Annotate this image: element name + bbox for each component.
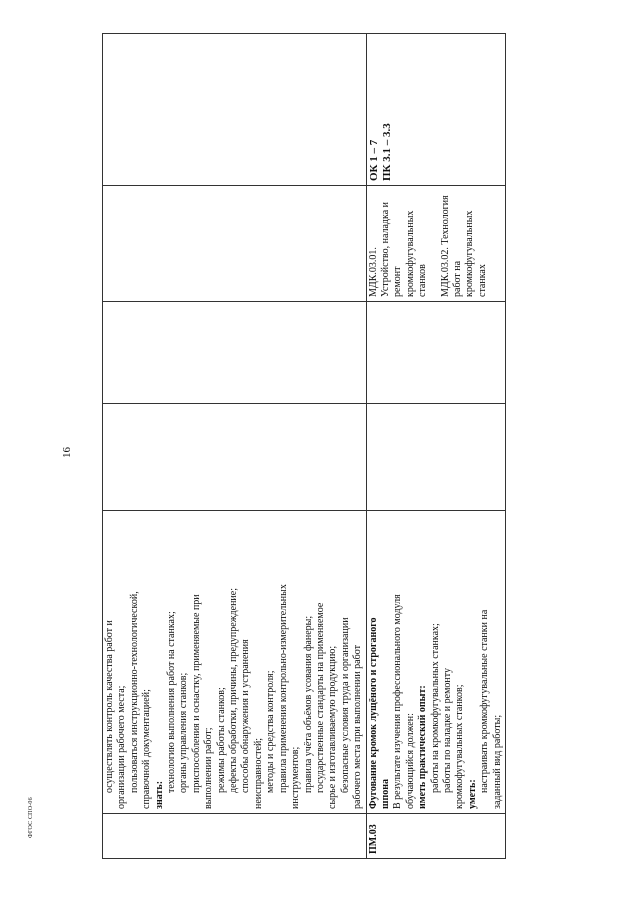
content-line: рабочего места при выполнении работ: [352, 645, 364, 809]
content-line: методы и средства контроля;: [265, 670, 277, 793]
footer-code: ФГОС СПО-06: [28, 797, 34, 838]
content-line: работы на кромкофугувальных станках;: [429, 623, 441, 793]
content-line: правила применения контрольно-измерительных: [277, 584, 289, 793]
content-line: органы управления станков;: [178, 672, 190, 793]
content-line: справочной документацией;: [141, 689, 153, 809]
content-line: неисправностей;: [252, 737, 264, 809]
mdk-line: МДК.03.01.: [367, 247, 379, 297]
mdk-line: Устройство, наладка и: [379, 201, 391, 297]
module-title-line: Фугование кромок лущёного и строганого: [367, 617, 379, 809]
mdk-cell: [366, 186, 505, 302]
content-line: настраивать кромкофугувальные станки на: [479, 609, 491, 793]
mdk-line: МДК.03.02. Технология: [439, 195, 451, 297]
module-code-cell: [103, 814, 367, 859]
empty-cell: [103, 404, 367, 511]
content-line: кромкофугувальных станков;: [454, 684, 466, 809]
rotated-table-container: [102, 34, 503, 859]
content-line: уметь:: [466, 779, 478, 809]
content-line: режимы работы станков;: [215, 687, 227, 793]
page-number: 16: [61, 447, 73, 458]
content-line: государственные стандарты на применяемое: [314, 602, 326, 793]
module-content-cell: [103, 511, 367, 814]
content-line: пользоваться инструкционно-технологической,: [128, 591, 140, 793]
module-code-cell: ПМ.03: [366, 814, 505, 859]
content-line: инструментов;: [290, 746, 302, 809]
module-title-line: шпона: [379, 779, 391, 809]
mdk-line: станков: [417, 264, 429, 297]
mdk-cell: [103, 186, 367, 302]
content-line: выполнении работ;: [203, 727, 215, 809]
content-line: технологию выполнения работ на станках;: [166, 611, 178, 793]
module-content-cell: [366, 511, 505, 814]
content-line: В результате изучения профессионального модуля: [392, 594, 404, 809]
curriculum-table: [102, 33, 506, 859]
content-line: безопасные условия труда и организации: [339, 617, 351, 793]
content-line: работы по наладке и ремонту: [441, 668, 453, 793]
content-line: дефекты обработки, причины, предупреждение;: [228, 588, 240, 793]
competency-professional: ПК 3.1 – 3.3: [380, 123, 393, 181]
content-line: обучающийся должен:: [404, 713, 416, 809]
competency-general: ОК 1 – 7: [367, 139, 380, 181]
empty-cell: [103, 302, 367, 404]
table-row: [103, 34, 367, 859]
mdk-line: станках: [476, 264, 488, 297]
content-line: знать:: [153, 780, 165, 809]
content-line: заданный вид работы;: [491, 714, 503, 809]
content-line: сырье и изготавливаемую продукцию;: [327, 645, 339, 809]
content-line: организации рабочего места;: [116, 685, 128, 809]
empty-cell: [366, 404, 505, 511]
content-line: приспособления и оснастку, применяемые при: [190, 594, 202, 793]
mdk-line: кромкофугувальных: [464, 210, 476, 297]
content-line: иметь практический опыт:: [417, 685, 429, 809]
content-line: способы обнаружения и устранения: [240, 639, 252, 793]
table-row: [366, 34, 505, 859]
mdk-line: работ на: [451, 260, 463, 297]
competencies-cell: [366, 34, 505, 186]
competencies-cell: [103, 34, 367, 186]
mdk-line: ремонт: [392, 266, 404, 297]
mdk-spacer: [430, 190, 440, 297]
content-line: осуществлять контроль качества работ и: [104, 620, 115, 793]
content-line: правила учёта объёмов усования фанеры;: [302, 615, 314, 793]
mdk-line: кромкофугувальных: [404, 210, 416, 297]
empty-cell: [366, 302, 505, 404]
